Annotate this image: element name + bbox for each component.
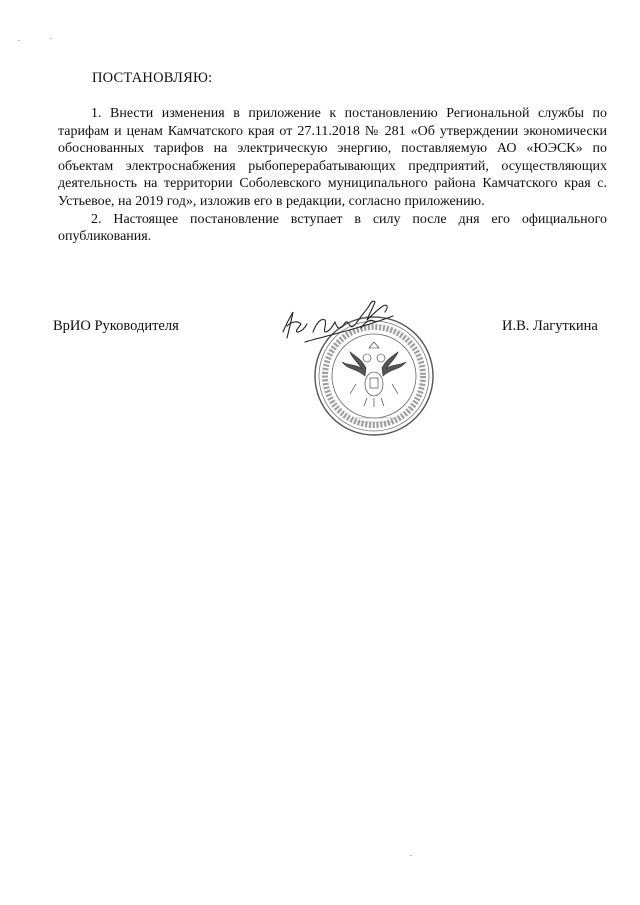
decree-body <box>58 105 607 246</box>
paragraph-2: 2. Настоящее постановление вступает в силу после дня его официального опубликования. <box>58 211 607 245</box>
signer-title: ВрИО Руководителя <box>53 318 179 334</box>
signer-name: И.В. Лагуткина <box>502 318 598 334</box>
handwritten-signature <box>275 292 405 354</box>
scan-speck <box>410 855 412 856</box>
scan-speck <box>18 40 20 41</box>
paragraph-1: 1. Внести изменения в приложение к постановлению Региональной службы по тарифам и ценам Камчатского края от 27.11.2018 № 281 «Об утверждении экономически обоснованных тарифов на электрическую энергию, поставляемую АО «ЮЭСК» по объектам электроснабжения рыбоперерабатывающих предприятий, осуществляющих деятельность на территории Соболевского муниципального района Камчатского края с. Устьевое, на 2019 год», изложив его в редакции, согласно приложению. <box>58 106 607 209</box>
decree-heading: ПОСТАНОВЛЯЮ: <box>92 70 213 86</box>
scan-speck <box>50 38 52 39</box>
